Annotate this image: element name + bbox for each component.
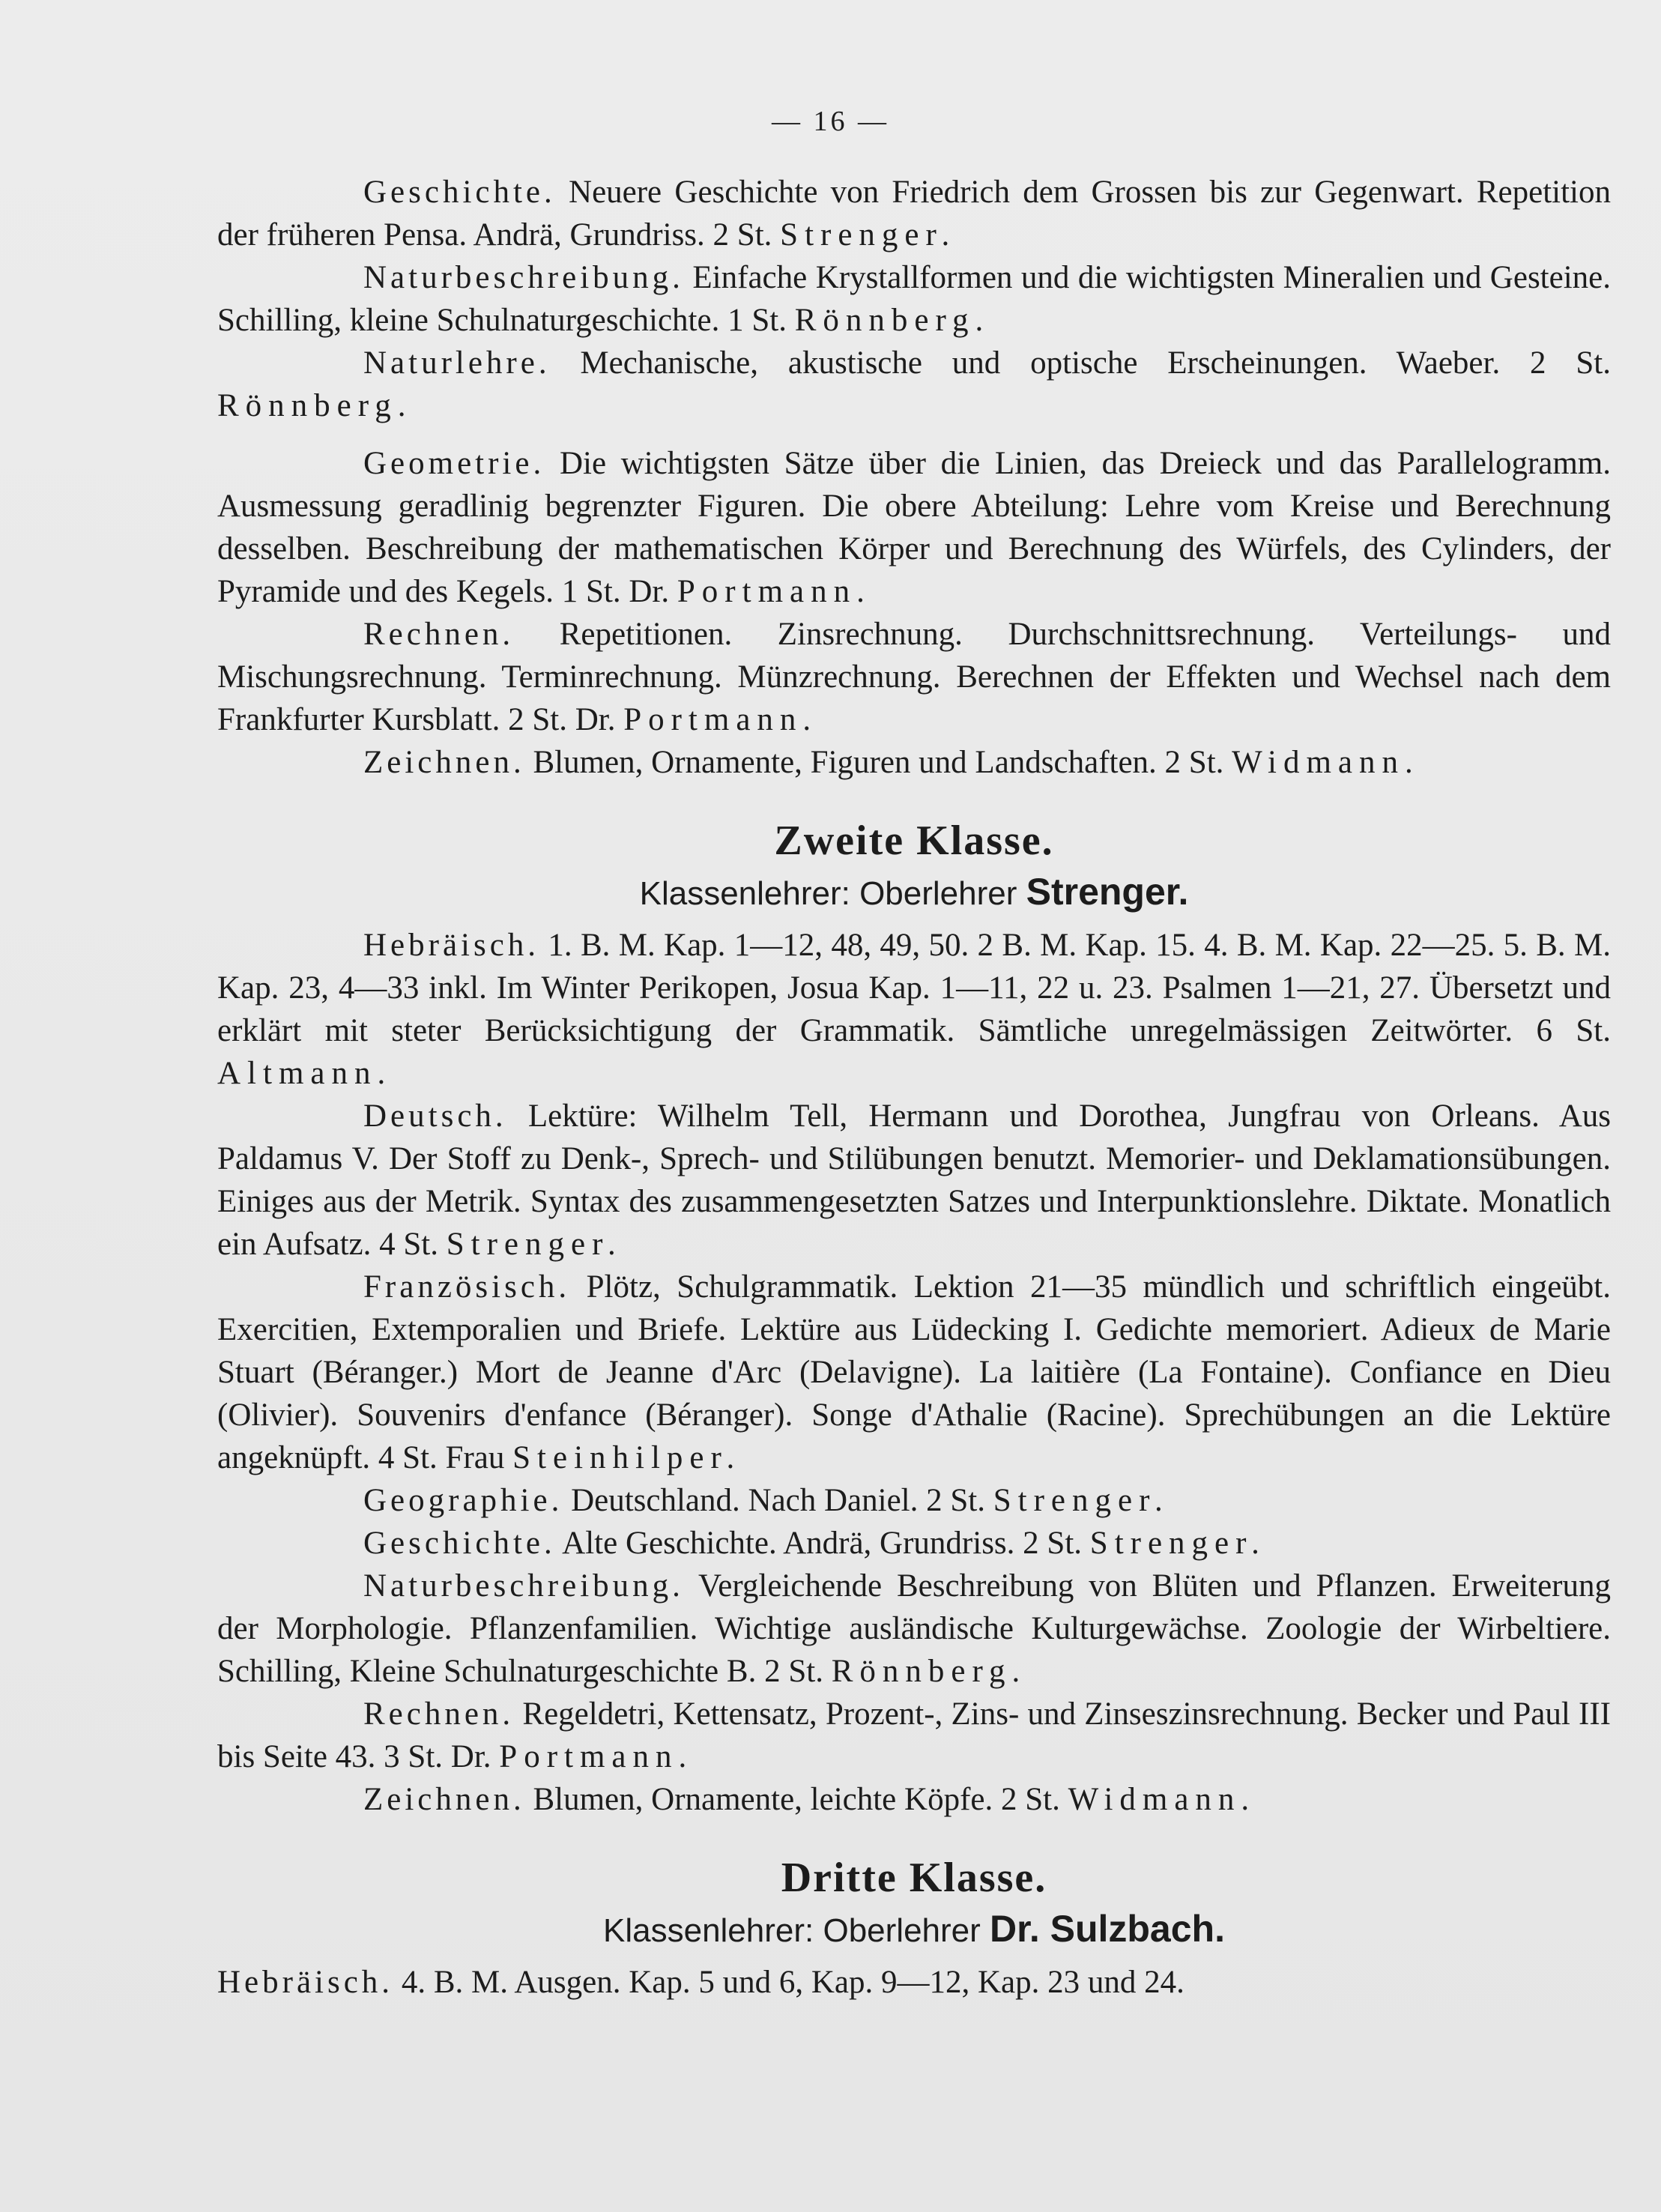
- subject-label: Geschichte.: [363, 1526, 556, 1561]
- teacher-name: Altmann.: [217, 1056, 393, 1091]
- paragraph-text: Regeldetri, Kettensatz, Prozent-, Zins- und Zinseszinsrechnung. Becker und Paul III bis Seite 43. 3 St. Dr.: [217, 1696, 1611, 1774]
- subject-label: Naturbeschreibung.: [363, 260, 684, 295]
- paragraph-text: Plötz, Schulgrammatik. Lektion 21—35 mündlich und schriftlich eingeübt. Exercitien, Extemporalien und Briefe. Lektüre aus Lüdecking I. Gedichte memoriert. Adieux de Marie Stuart (Béranger.) Mort de Jeanne d'Arc (Delavigne). La laitière (La Fontaine). Confiance en Dieu (Olivier). Souvenirs d'enfance (Béranger). Songe d'Athalie (Racine). Sprechübungen an die Lektüre angeknüpft. 4 St. Frau: [217, 1269, 1611, 1475]
- paragraph-text: Repetitionen. Zinsrechnung. Durchschnittsrechnung. Verteilungs- und Mischungsrechnung. Terminrechnung. Münzrechnung. Berechnen der Effekten und Wechsel nach dem Frankfurter Kursblatt. 2 St. Dr.: [217, 617, 1611, 737]
- paragraph-text: Lektüre: Wilhelm Tell, Hermann und Dorothea, Jungfrau von Orleans. Aus Paldamus V. Der Stoff zu Denk-, Sprech- und Stilübungen benutzt. Memorier- und Deklamationsübungen. Einiges aus der Metrik. Syntax des zusammengesetzten Satzes und Interpunktionslehre. Diktate. Monatlich ein Aufsatz. 4 St.: [217, 1099, 1611, 1262]
- paragraph-text: 4. B. M. Ausgen. Kap. 5 und 6, Kap. 9—12, Kap. 23 und 24.: [393, 1965, 1185, 2000]
- subject-label: Naturbeschreibung.: [363, 1568, 684, 1604]
- subject-label: Geschichte.: [363, 175, 556, 210]
- teacher-name: Rönnberg.: [794, 303, 990, 338]
- paragraph-text: Vergleichende Beschreibung von Blüten und Pflanzen. Erweiterung der Morphologie. Pflanzenfamilien. Wichtige ausländische Kulturgewächse. Zoologie der Wirbeltiere. Schilling, Kleine Schulnaturgeschichte B. 2 St.: [217, 1568, 1611, 1689]
- teacher-name: Rönnberg.: [217, 388, 413, 423]
- teacher-name: Rönnberg.: [831, 1654, 1027, 1689]
- teacher-name: Steinhilper.: [512, 1440, 742, 1475]
- teacher-name: Strenger.: [993, 1483, 1170, 1518]
- subject-label: Geographie.: [363, 1483, 563, 1518]
- subject-label: Französisch.: [363, 1269, 571, 1305]
- teacher-name: Strenger.: [446, 1227, 623, 1262]
- class-teacher-name: Dr. Sulzbach.: [990, 1908, 1225, 1950]
- paragraph-text: Alte Geschichte. Andrä, Grundriss. 2 St.: [555, 1526, 1090, 1561]
- teacher-name: Widmann.: [1068, 1782, 1256, 1817]
- class-teacher-line: [217, 1905, 1611, 1955]
- page-number: — 16 —: [772, 106, 889, 137]
- paragraph-text: Einfache Krystallformen und die wichtigsten Mineralien und Gesteine. Schilling, kleine Schulnaturgeschichte. 1 St.: [217, 260, 1611, 338]
- paragraph-zeichnen: [217, 741, 1611, 784]
- paragraph-text: Mechanische, akustische und optische Erscheinungen. Waeber. 2 St.: [550, 345, 1611, 381]
- subject-label: Zeichnen.: [363, 1782, 525, 1817]
- subject-label: Rechnen.: [363, 1696, 515, 1732]
- paragraph-rechnen-zweite: [217, 1693, 1611, 1778]
- teacher-name: Strenger.: [780, 217, 957, 253]
- paragraph-geschichte: [217, 171, 1611, 256]
- paragraph-text: Neuere Geschichte von Friedrich dem Grossen bis zur Gegenwart. Repetition der früheren Pensa. Andrä, Grundriss. 2 St.: [217, 175, 1611, 253]
- class-teacher-prefix: Klassenlehrer: Oberlehrer: [603, 1912, 990, 1949]
- paragraph-geometrie: [217, 442, 1611, 613]
- paragraph-hebraeisch: [217, 924, 1611, 1095]
- section-heading-dritte-klasse: Dritte Klasse.: [781, 1855, 1047, 1901]
- paragraph-rechnen: [217, 613, 1611, 741]
- paragraph-text: Deutschland. Nach Daniel. 2 St.: [563, 1483, 993, 1518]
- paragraph-geographie: [217, 1479, 1611, 1522]
- teacher-name: Strenger.: [1089, 1526, 1266, 1561]
- teacher-name: Portmann.: [677, 574, 871, 609]
- subject-label: Hebräisch.: [363, 928, 540, 963]
- class-teacher-name: Strenger.: [1026, 871, 1189, 913]
- class-teacher-prefix: Klassenlehrer: Oberlehrer: [639, 875, 1026, 912]
- paragraph-naturlehre: [217, 342, 1611, 427]
- paragraph-naturbeschreibung-zweite: [217, 1565, 1611, 1693]
- document-body: [217, 171, 1611, 2004]
- teacher-name: Widmann.: [1232, 745, 1420, 780]
- paragraph-text: 1. B. M. Kap. 1—12, 48, 49, 50. 2 B. M. Kap. 15. 4. B. M. Kap. 22—25. 5. B. M. Kap. 23, 4—33 inkl. Im Winter Perikopen, Josua Kap. 1—11, 22 u. 23. Psalmen 1—21, 27. Übersetzt und erklärt mit steter Berücksichtigung der Grammatik. Sämtliche unregelmässigen Zeitwörter. 6 St.: [217, 928, 1611, 1048]
- subject-label: Zeichnen.: [363, 745, 525, 780]
- paragraph-franzoesisch: [217, 1266, 1611, 1479]
- paragraph-geschichte-zweite: [217, 1522, 1611, 1565]
- paragraph-text: Blumen, Ornamente, Figuren und Landschaften. 2 St.: [524, 745, 1232, 780]
- paragraph-deutsch: [217, 1095, 1611, 1266]
- paragraph-zeichnen-zweite: [217, 1778, 1611, 1821]
- subject-label: Rechnen.: [363, 617, 515, 652]
- paragraph-text: Die wichtigsten Sätze über die Linien, das Dreieck und das Parallelogramm. Ausmessung geradlinig begrenzter Figuren. Die obere Abteilung: Lehre vom Kreise und Berechnung desselben. Beschreibung der mathematischen Körper und Berechnung des Würfels, des Cylinders, der Pyramide und des Kegels. 1 St. Dr.: [217, 446, 1611, 609]
- subject-label: Deutsch.: [363, 1099, 507, 1134]
- paragraph-naturbeschreibung: [217, 256, 1611, 342]
- paragraph-hebraeisch-dritte: [217, 1961, 1611, 2004]
- section-heading-zweite-klasse: Zweite Klasse.: [774, 818, 1054, 864]
- teacher-name: Portmann.: [499, 1739, 694, 1774]
- subject-label: Geometrie.: [363, 446, 545, 481]
- class-teacher-line: [217, 868, 1611, 918]
- teacher-name: Portmann.: [623, 702, 818, 737]
- paragraph-text: Blumen, Ornamente, leichte Köpfe. 2 St.: [524, 1782, 1068, 1817]
- subject-label: Hebräisch.: [217, 1965, 394, 2000]
- subject-label: Naturlehre.: [363, 345, 551, 381]
